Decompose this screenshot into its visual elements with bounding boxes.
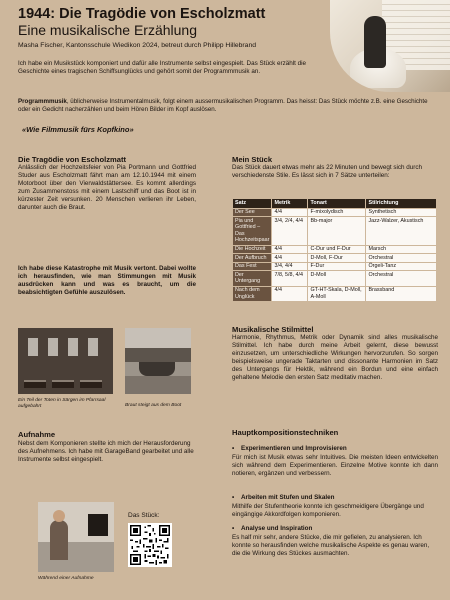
stilmittel-heading: Musikalische Stilmittel [232, 325, 314, 334]
table-cell: D-Moll, F-Dur [308, 254, 366, 263]
table-cell: 4/4 [272, 286, 308, 301]
table-row [233, 208, 437, 217]
table-row [233, 262, 437, 271]
coffins-photo [18, 328, 113, 394]
table-cell: Orchestral [366, 271, 437, 286]
table-cell: F-mixolydisch [308, 208, 366, 217]
programmmusik-definition [18, 98, 438, 113]
groom-figure-shape [364, 16, 386, 68]
tragoedie-text: Anlässlich der Hochzeitsfeier von Pia Portmann und Gottfried Studer aus Escholzmatt fährt man am 12.10.1944 mit einem Motorboot über den Vierwaldstättersee. Es kommt allerdings zum Zusammenstoss mit einem Lastschiff und das Boot ist in kürzester Zeit versunken. 20 Menschen verlieren ihr Leben, darunter auch die Braut. [18, 164, 196, 211]
aufnahme-text: Nebst dem Komponieren stellte ich mich der Herausforderung des Aufnehmens. Ich habe mit GarageBand gearbeitet und alle Instrumente selbst eingespielt. [18, 440, 194, 463]
technique-title: • Experimentieren und Improvisieren [232, 445, 347, 453]
table-cell: Das Fest [233, 262, 272, 271]
stilmittel-text: Harmonie, Rhythmus, Metrik oder Dynamik sind alles musikalische Stilmittel. Ich habe durch meine Arbeit gelernt, diese bewusst einzusetzen, um unterschiedliche Wirkungen hervorzurufen. So sorgen beispielsweise ungerade Taktarten und dissonante Harmonien im Satz des Untergangs für Hektik, während ein Bordun und eine einfach gehaltene Melodie den ersten Satz meditativ machen. [232, 334, 438, 381]
column-header: Metrik [272, 199, 308, 209]
column-header: Satz [233, 199, 272, 209]
aufnahme-heading: Aufnahme [18, 430, 56, 439]
table-row [233, 217, 437, 245]
qr-label: Das Stück: [128, 512, 160, 519]
techniken-heading: Hauptkompositionstechniken [232, 428, 339, 437]
recording-photo [38, 502, 114, 572]
table-cell: 3/4, 2/4, 4/4 [272, 217, 308, 245]
table-cell: D-Moll [308, 271, 366, 286]
table-cell: Der Untergang [233, 271, 272, 286]
caption-recording: Während einer Aufnahme [38, 576, 94, 581]
movements-table [232, 198, 437, 302]
intro-text: Ich habe ein Musikstück komponiert und dafür alle Instrumente selbst eingespielt. Das Stück erzählt die Geschichte eines tragischen Schiffsunglücks und gehört somit der Programmmusik an. [18, 60, 307, 75]
technique-title: • Arbeiten mit Stufen und Skalen [232, 494, 334, 502]
table-cell: GT-HT-Skala, D-Moll, A-Moll [308, 286, 366, 301]
table-row [233, 286, 437, 301]
technique-title: • Analyse und Inspiration [232, 525, 312, 533]
table-cell: C-Dur und F-Dur [308, 245, 366, 254]
programmmusik-text: , üblicherweise Instrumentalmusik, folgt einem aussermusikalischen Programm. Das heisst: Das Stück möchte z.B. eine Geschichte oder ein Gedicht nacherzählen und beim Hören Bilder im Kopf auslösen. [18, 98, 428, 113]
table-cell: 4/4 [272, 208, 308, 217]
table-cell: Bb-major [308, 217, 366, 245]
tragoedie-heading: Die Tragödie von Escholzmatt [18, 155, 127, 164]
qr-code-icon [130, 525, 170, 565]
table-cell: Örgeli-Tanz [366, 262, 437, 271]
programmmusik-term: Programmmusik [18, 98, 67, 105]
poster-title: 1944: Die Tragödie von Escholzmatt [18, 6, 266, 22]
column-header: Tonart [308, 199, 366, 209]
quote: «Wie Filmmusik fürs Kopfkino» [22, 125, 134, 134]
table-cell: Pia und Gottfried – Das Hochzeitspaar [233, 217, 272, 245]
technique-text: Mithilfe der Stufentheorie konnte ich geschmeidigere Übergänge und eingängige Akkordfolgen komponieren. [232, 503, 424, 518]
caption-coffins: Ein Teil der Toten in Särgen im Pfarrsaal aufgebahrt [18, 398, 106, 409]
table-cell: Nach dem Unglück [233, 286, 272, 301]
table-cell: Der Aufbruch [233, 254, 272, 263]
table-cell: 4/4 [272, 245, 308, 254]
table-cell: Orchestral [366, 254, 437, 263]
stueck-text: Das Stück dauert etwas mehr als 22 Minuten und bewegt sich durch verschiedenste Stile. Es lässt sich in 7 Sätze unterteilen: [232, 164, 423, 179]
caption-boat: Braut steigt aus dem Boot [125, 403, 182, 408]
table-row [233, 271, 437, 286]
table-row [233, 254, 437, 263]
table-cell: Der See [233, 208, 272, 217]
column-header: Stilrichtung [366, 199, 437, 209]
table-cell: 4/4 [272, 254, 308, 263]
table-cell: Jazz-Walzer, Akustisch [366, 217, 437, 245]
table-header-row [233, 199, 437, 209]
table-cell: F-Dur [308, 262, 366, 271]
table-cell: 7/8, 5/8, 4/4 [272, 271, 308, 286]
bride-photo [330, 0, 450, 92]
authors-line: Masha Fischer, Kantonsschule Wiedikon 2024, betreut durch Philipp Hillebrand [18, 42, 257, 49]
poster-subtitle: Eine musikalische Erzählung [18, 22, 197, 38]
table-cell: Marsch [366, 245, 437, 254]
technique-text: Es half mir sehr, andere Stücke, die mir gefielen, zu analysieren. Ich konnte so herausfinden welche musikalische Aspekte es genau waren, die die Wirkung des Stückes ausmachten. [232, 534, 430, 557]
table-cell: 3/4, 4/4 [272, 262, 308, 271]
tragoedie-goal-text: Ich habe diese Katastrophe mit Musik vertont. Dabei wollte ich herausfinden, wie man Stimmungen mit Musik ausdrücken kann und was es braucht, um die beabsichtigten Gefühle auszulösen. [18, 265, 196, 296]
boat-photo [125, 328, 191, 394]
table-cell: Synthetisch [366, 208, 437, 217]
stueck-heading: Mein Stück [232, 155, 273, 164]
table-row [233, 245, 437, 254]
qr-code[interactable] [128, 523, 172, 567]
table-cell: Die Hochzeit [233, 245, 272, 254]
table-cell: Brassband [366, 286, 437, 301]
technique-text: Für mich ist Musik etwas sehr Intuitives. Die meisten Ideen entwickelten sich während dem Experimentieren. Einzelne Motive konnte ich dann notieren, ergänzen und verbessern. [232, 454, 438, 477]
